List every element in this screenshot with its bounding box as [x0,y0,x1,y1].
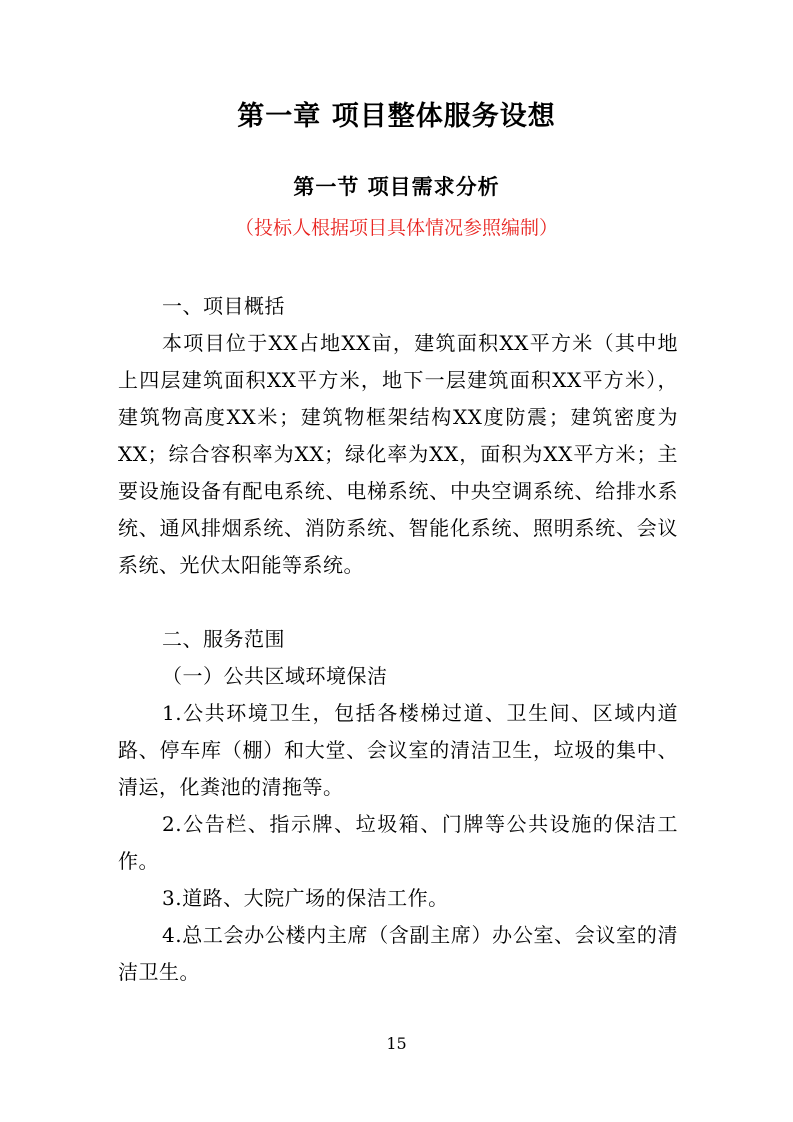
scope-subheading: （一）公共区域环境保洁 [162,664,388,688]
scope-item: 2.公告栏、指示牌、垃圾箱、门牌等公共设施的保洁工作。 [118,812,678,873]
overview-heading: 一、项目概括 [162,294,285,318]
overview-paragraph: 本项目位于XX占地XX亩，建筑面积XX平方米（其中地上四层建筑面积XX平方米，地下一层建筑面积XX平方米），建筑物高度XX米；建筑物框架结构XX度防震；建筑密度为XX；综合容积率为XX；绿化率为XX，面积为XX平方米；主要设施设备有配电系统、电梯系统、中央空调系统、给排水系统、通风排烟系统、消防系统、智能化系统、照明系统、会议系统、光伏太阳能等系统。 [118,331,678,577]
scope-item: 4.总工会办公楼内主席（含副主席）办公室、会议室的清洁卫生。 [118,923,678,984]
paragraph-gap [118,584,678,621]
body-text [118,288,678,991]
scope-item: 3.道路、大院广场的保洁工作。 [162,886,449,910]
section-title: 第一节 项目需求分析 [293,175,500,199]
chapter-title: 第一章 项目整体服务设想 [237,101,556,132]
section-note: （投标人根据项目具体情况参照编制） [234,217,558,239]
scope-heading: 二、服务范围 [162,627,285,651]
scope-item: 1.公共环境卫生，包括各楼梯过道、卫生间、区域内道路、停车库（棚）和大堂、会议室的清洁卫生，垃圾的集中、清运，化粪池的清拖等。 [118,701,678,799]
page-number: 15 [386,1034,407,1053]
